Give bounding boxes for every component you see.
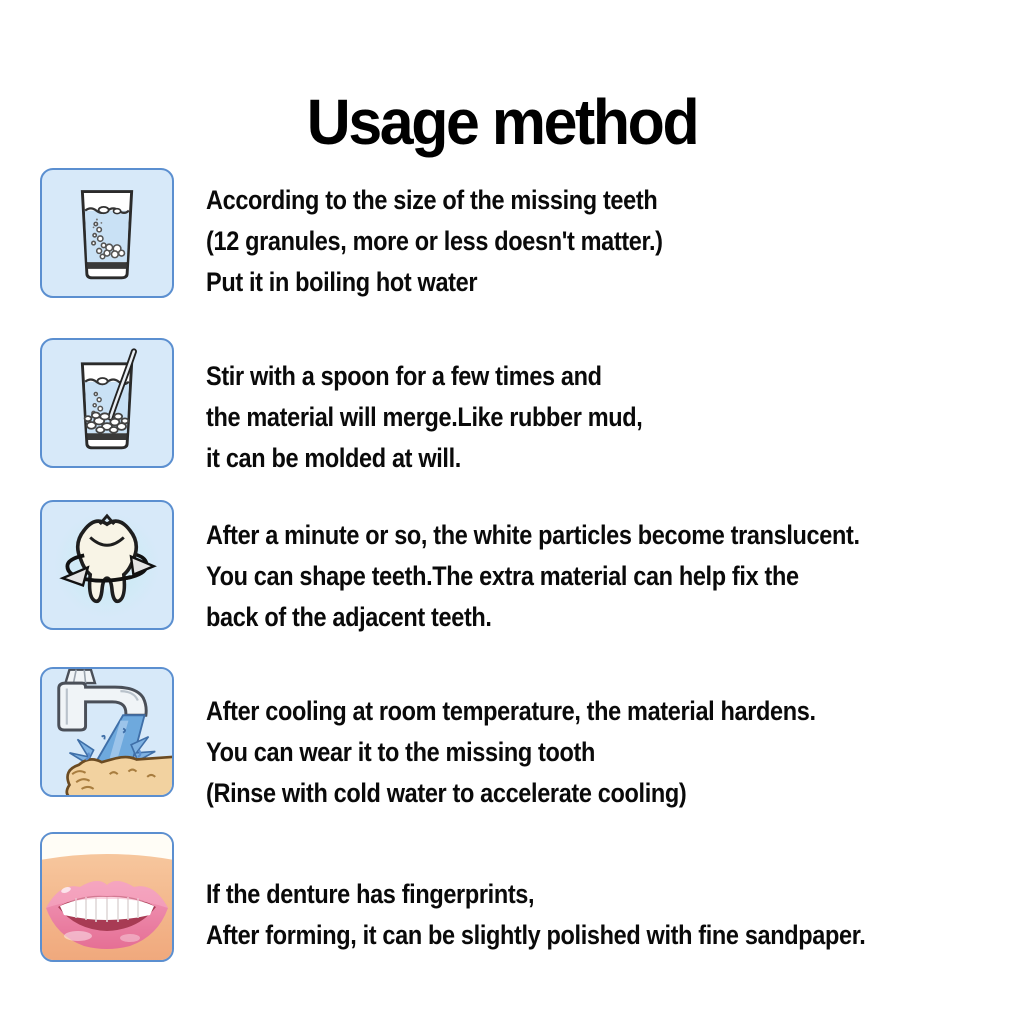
step-text-line: (12 granules, more or less doesn't matter.) [206, 226, 663, 256]
step-text-line: After a minute or so, the white particles become translucent. [206, 520, 860, 550]
step3-text [206, 515, 860, 638]
step-text-line: it can be molded at will. [206, 443, 461, 473]
step1-icon-tile [40, 168, 174, 298]
step1-text [206, 180, 663, 303]
step-text-line: You can shape teeth.The extra material can help fix the [206, 561, 799, 591]
step5-text [206, 874, 865, 956]
water-glass-icon [42, 170, 172, 296]
stir-spoon-glass-icon [42, 340, 172, 466]
step2-text [206, 356, 642, 479]
faucet-rinse-icon-svg [40, 667, 174, 797]
smile-teeth-icon-svg [40, 832, 174, 962]
water-glass-icon-svg [51, 177, 163, 289]
step-text-line: According to the size of the missing teeth [206, 185, 658, 215]
step-text-line: Stir with a spoon for a few times and [206, 361, 602, 391]
step-text-line: You can wear it to the missing tooth [206, 737, 596, 767]
stir-spoon-glass-icon-svg [51, 347, 163, 459]
step-text-line: the material will merge.Like rubber mud, [206, 402, 643, 432]
step3-icon-tile [40, 500, 174, 630]
step5-icon-tile [40, 832, 174, 962]
step2-icon-tile [40, 338, 174, 468]
step4-icon-tile [40, 667, 174, 797]
tooth-shaping-icon [42, 502, 172, 628]
step-text-line: Put it in boiling hot water [206, 267, 478, 297]
step-text-line: After forming, it can be slightly polished with fine sandpaper. [206, 920, 866, 950]
tooth-shaping-icon-svg [47, 505, 167, 625]
step-text-line: After cooling at room temperature, the material hardens. [206, 696, 816, 726]
step-text-line: If the denture has fingerprints, [206, 879, 535, 909]
step-text-line: back of the adjacent teeth. [206, 602, 492, 632]
page-title: Usage method [306, 85, 698, 158]
step4-text [206, 691, 816, 814]
step-text-line: (Rinse with cold water to accelerate cooling) [206, 778, 687, 808]
